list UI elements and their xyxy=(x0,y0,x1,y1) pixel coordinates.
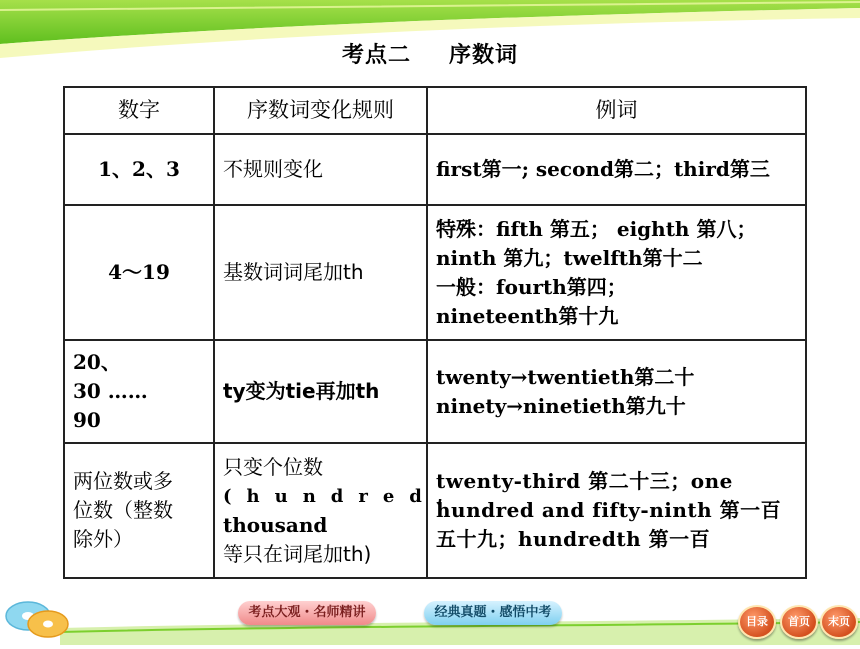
table-row xyxy=(64,134,806,205)
cell-example-line: ninety→ninetieth第九十 xyxy=(436,393,686,418)
cell-number-line: 除外） xyxy=(73,527,133,551)
cell-example-line: 一般：fourth第四； xyxy=(436,274,627,299)
nav-button-classic-questions[interactable]: 经典真题・感悟中考 xyxy=(424,601,562,625)
nav-button-key-points[interactable]: 考点大观・名师精讲 xyxy=(238,601,376,625)
cell-example-line: ninth 第九；twelfth第十二 xyxy=(436,245,703,270)
cell-example xyxy=(427,134,806,205)
cell-rule xyxy=(214,340,427,443)
cell-example xyxy=(427,205,806,340)
cell-number-text: 4～19 xyxy=(108,260,170,284)
cell-rule-text: 不规则变化 xyxy=(223,157,323,181)
cell-number-line: 90 xyxy=(73,408,101,432)
cell-rule-line: 等只在词尾加th) xyxy=(223,541,372,566)
header-rule: 序数词变化规则 xyxy=(214,87,427,134)
title-part1: 考点二 xyxy=(341,43,411,68)
cell-rule-line: thousand xyxy=(223,512,328,537)
cell-rule-text: ty变为tie再加th xyxy=(223,379,380,403)
cell-example xyxy=(427,443,806,578)
cell-rule-line: 只变个位数 xyxy=(223,454,323,479)
cell-number xyxy=(64,443,214,578)
cell-rule-text: 基数词词尾加th xyxy=(223,260,364,284)
cell-number-text: 1、2、3 xyxy=(98,157,180,181)
cell-number-line: 两位数或多 xyxy=(73,469,173,493)
cell-number xyxy=(64,205,214,340)
cd-disc-icon xyxy=(4,598,74,640)
cell-number xyxy=(64,134,214,205)
ordinal-table xyxy=(63,86,807,579)
cell-example-line: 特殊：fifth 第五； eighth 第八； xyxy=(436,216,757,241)
cell-example-line: first第一; second第二；third第三 xyxy=(436,157,770,181)
table-row xyxy=(64,340,806,443)
cell-rule xyxy=(214,205,427,340)
cell-number-line: 20、 xyxy=(73,350,121,374)
last-page-button[interactable]: 末页 xyxy=(820,605,858,639)
cell-example-line: twenty-third 第二十三；one xyxy=(436,469,733,493)
title-part2: 序数词 xyxy=(449,43,519,68)
contents-button[interactable]: 目录 xyxy=(738,605,776,639)
cell-number-line: 30 …… xyxy=(73,379,148,403)
cell-example xyxy=(427,340,806,443)
cell-number xyxy=(64,340,214,443)
cell-example-line: hundred and fifty-ninth 第一百 xyxy=(436,498,782,522)
cell-rule xyxy=(214,443,459,578)
table-row xyxy=(64,205,806,340)
cell-rule-line: (hundred, xyxy=(223,485,459,507)
cell-example-line: 五十九；hundredth 第一百 xyxy=(436,527,711,551)
table-header-row xyxy=(64,87,806,134)
cell-number-line: 位数（整数 xyxy=(73,498,173,522)
header-number: 数字 xyxy=(64,87,214,134)
cell-example-line: nineteenth第十九 xyxy=(436,303,619,328)
page-title xyxy=(0,38,860,69)
header-example: 例词 xyxy=(427,87,806,134)
home-button[interactable]: 首页 xyxy=(780,605,818,639)
cell-example-line: twenty→twentieth第二十 xyxy=(436,364,695,389)
table-row xyxy=(64,443,806,578)
cell-rule xyxy=(214,134,427,205)
